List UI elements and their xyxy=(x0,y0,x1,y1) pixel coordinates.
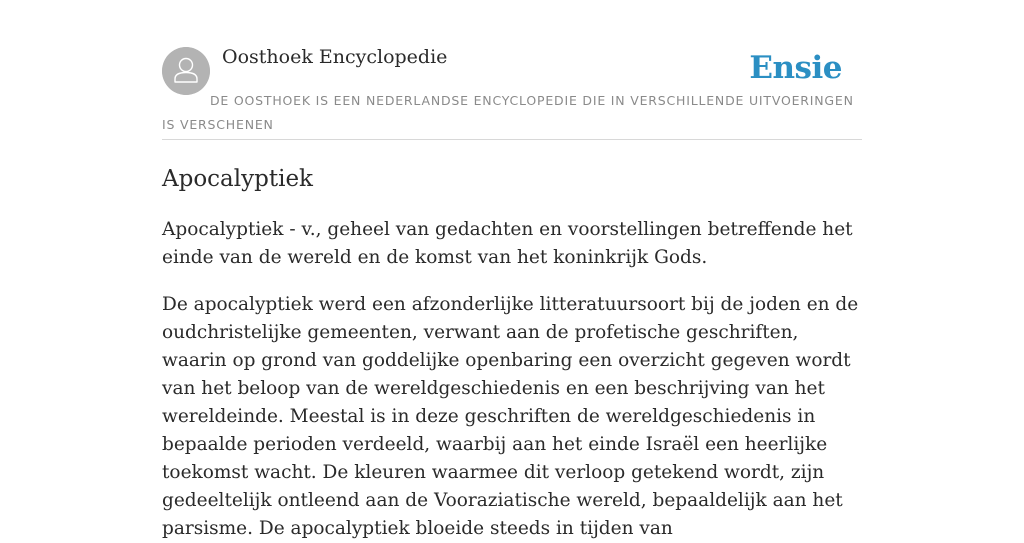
user-avatar-icon[interactable] xyxy=(162,47,210,95)
article-paragraph: Apocalyptiek - v., geheel van gedachten en voorstellingen betreffende het einde van de wereld en de komst van het koninkrijk Gods. xyxy=(162,219,853,268)
person-outline-icon xyxy=(162,47,210,95)
article-paragraph: De apocalyptiek werd een afzonderlijke litteratuursoort bij de joden en de oudchristelijke gemeenten, verwant aan de profetische geschriften, waarin op grond van goddelijke openbaring een overzicht gegeven wordt van het beloop van de wereldgeschiedenis en een beschrijving van het wereldeinde. Meestal is in deze geschriften de wereldgeschiedenis in bepaalde perioden verdeeld, waarbij aan het einde Israël een heerlijke toekomst wacht. De kleuren waarmee dit verloop getekend wordt, zijn gedeeltelijk ontleend aan de Vooraziatische wereld, bepaaldelijk aan het parsisme. De apocalyptiek bloeide steeds in tijden van xyxy=(162,294,859,539)
ensie-logo[interactable]: Ensie xyxy=(749,50,842,86)
page xyxy=(162,0,862,543)
article-title: Apocalyptiek xyxy=(162,166,313,192)
site-title[interactable]: Oosthoek Encyclopedie xyxy=(222,46,448,68)
article xyxy=(162,164,862,543)
site-header xyxy=(162,0,862,140)
site-tagline: DE OOSTHOEK IS EEN NEDERLANDSE ENCYCLOPEDIE DIE IN VERSCHILLENDE UITVOERINGEN IS VERSCHENEN xyxy=(162,93,854,132)
